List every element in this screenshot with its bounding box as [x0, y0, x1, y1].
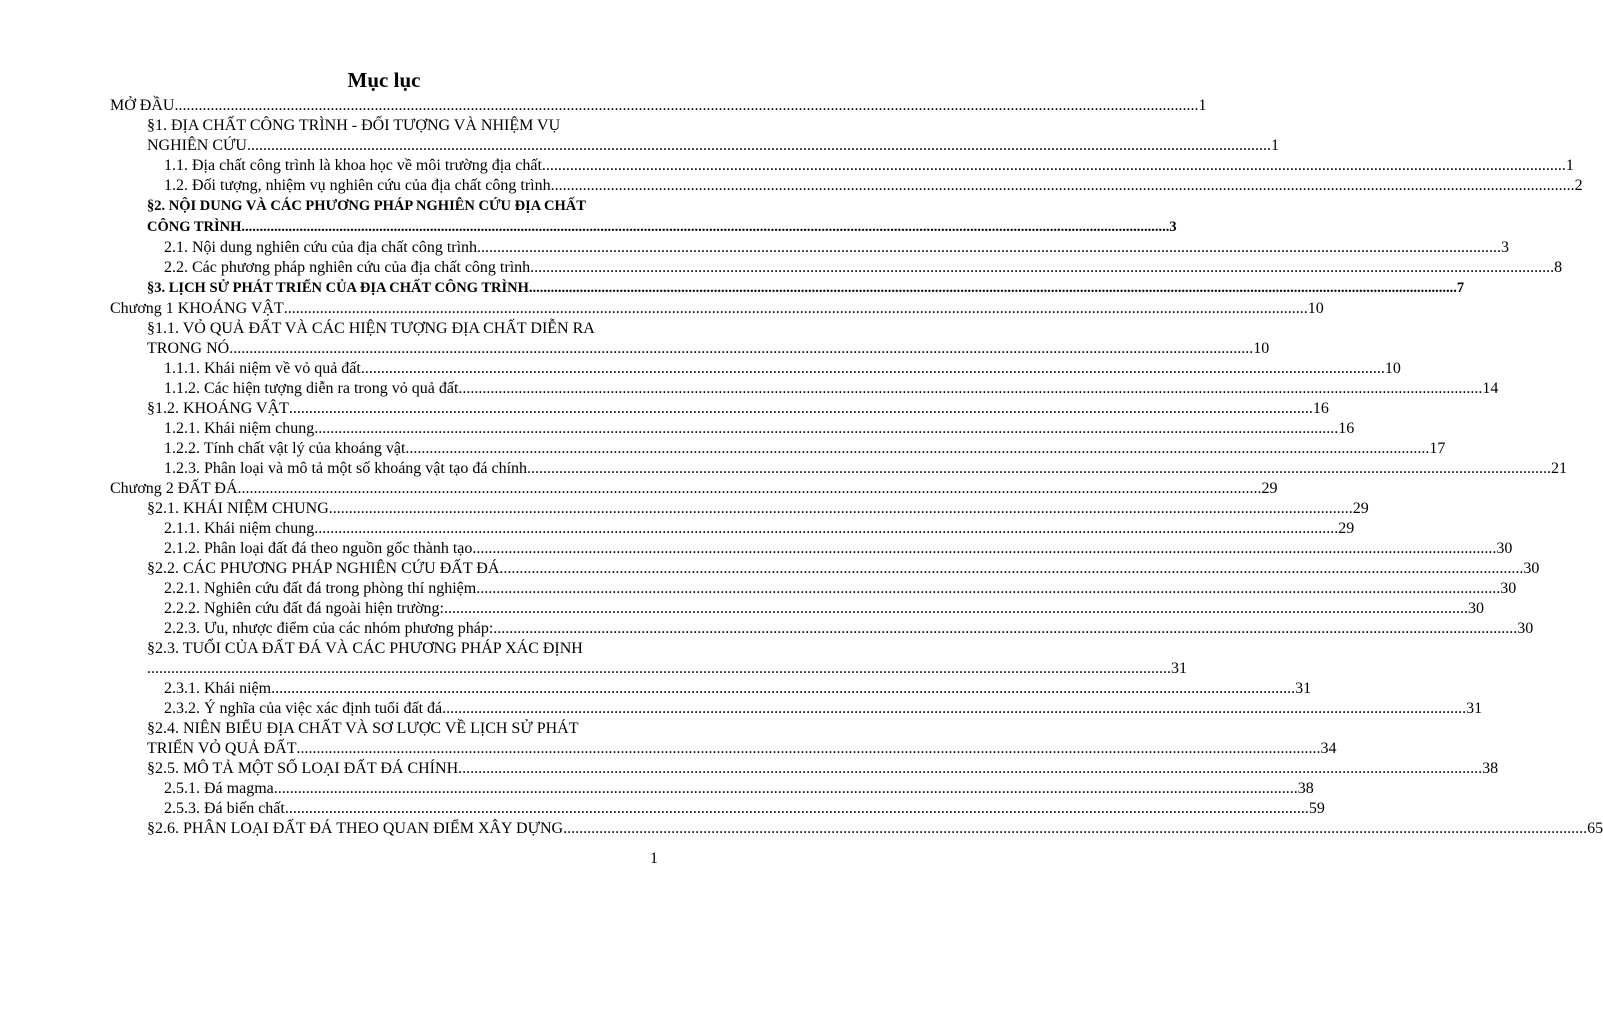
toc-entry-page: 30 [1496, 540, 1513, 557]
toc-entry-title: 1.1.2. Các hiện tượng diễn ra trong vỏ quả đất [164, 380, 459, 397]
toc-entry-title: 1.2. Đối tượng, nhiệm vụ nghiên cứu của địa chất công trình [164, 177, 551, 194]
toc-entry-title: CÔNG TRÌNH [147, 219, 242, 235]
toc-leader-dots [289, 399, 1313, 419]
toc-entry[interactable] [110, 479, 1278, 499]
toc-entry[interactable] [147, 719, 1337, 759]
toc-entry[interactable] [147, 278, 1465, 299]
toc-entry-page: 29 [1338, 520, 1355, 537]
toc-leader-dots [476, 579, 1500, 599]
toc-entry-page: 38 [1482, 760, 1499, 777]
toc-entry-page: 16 [1312, 400, 1329, 417]
toc-leader-dots [241, 217, 1169, 238]
toc-entry[interactable] [164, 799, 1325, 819]
toc-entry-title: 2.2. Các phương pháp nghiên cứu của địa chất công trình [164, 259, 531, 276]
toc-entry[interactable] [164, 379, 1499, 399]
toc-entry[interactable] [147, 319, 1270, 359]
toc-entry-title-first-line: §1. ĐỊA CHẤT CÔNG TRÌNH - ĐỐI TƯỢNG VÀ NHIỆM VỤ [147, 117, 561, 134]
toc-entry-page: 30 [1467, 600, 1484, 617]
toc-entry-title: 2.5.3. Đá biến chất [164, 800, 285, 817]
toc-entry[interactable] [164, 599, 1484, 619]
toc-entry-title: 1.2.3. Phân loại và mô tả một số khoáng vật tạo đá chính [164, 460, 528, 477]
toc-entry-title: MỞ ĐẦU [110, 97, 175, 114]
toc-entry[interactable] [164, 579, 1517, 599]
toc-entry[interactable] [164, 779, 1314, 799]
toc-leader-dots [472, 539, 1496, 559]
toc-entry-page: 16 [1338, 420, 1355, 437]
toc-entry-title: §2.6. PHÂN LOẠI ĐẤT ĐÁ THEO QUAN ĐIỂM XÂY DỰNG [147, 820, 564, 837]
toc-entry-page: 3 [1501, 239, 1510, 256]
toc-entry-page: 65 [1587, 820, 1603, 837]
toc-entry-page: 1 [1198, 97, 1207, 114]
toc-leader-dots [499, 559, 1523, 579]
toc-entry-title: 2.5.1. Đá magma [164, 780, 274, 797]
toc-entry-page: 31 [1295, 680, 1312, 697]
toc-leader-dots [285, 799, 1309, 819]
toc-entry-title-first-line: §2.3. TUỔI CỦA ĐẤT ĐÁ VÀ CÁC PHƯƠNG PHÁP XÁC ĐỊNH [147, 640, 583, 657]
toc-entry[interactable] [164, 619, 1534, 639]
toc-entry[interactable] [147, 559, 1540, 579]
toc-entry[interactable] [147, 819, 1603, 839]
toc-leader-dots [284, 299, 1308, 319]
toc-leader-dots [530, 258, 1554, 278]
toc-leader-dots [442, 699, 1466, 719]
toc-entry-page: 7 [1456, 280, 1465, 296]
toc-entry-title: 2.2.3. Ưu, nhược điểm của các nhóm phương pháp: [164, 620, 494, 637]
toc-leader-dots [477, 238, 1501, 258]
toc-leader-dots [551, 176, 1575, 196]
toc-entry-page: 31 [1171, 660, 1187, 677]
toc-entry-page: 10 [1384, 360, 1401, 377]
toc-entry-page: 30 [1523, 560, 1540, 577]
toc-leader-dots [529, 278, 1457, 299]
toc-entry-page: 1 [1565, 157, 1574, 174]
toc-entry[interactable] [164, 439, 1446, 459]
toc-entry-title: 1.1. Địa chất công trình là khoa học về môi trường địa chất [164, 157, 542, 174]
toc-entry[interactable] [164, 359, 1401, 379]
toc-entry-page: 29 [1261, 480, 1278, 497]
toc-entry-title-first-line: §2.4. NIÊN BIỂU ĐỊA CHẤT VÀ SƠ LƯỢC VỀ LỊCH SỬ PHÁT [147, 720, 579, 737]
toc-entry-title: 2.1.1. Khái niệm chung [164, 520, 315, 537]
toc-entry[interactable] [164, 539, 1513, 559]
toc-entry-page: 8 [1554, 259, 1563, 276]
toc-leader-dots [329, 499, 1353, 519]
toc-entry-title: NGHIÊN CỨU [147, 137, 247, 154]
toc-entry-title: TRIỂN VỎ QUẢ ĐẤT [147, 740, 297, 757]
toc-title: Mục lục [347, 68, 421, 92]
toc-entry-page: 38 [1297, 780, 1314, 797]
toc-leader-dots [405, 439, 1429, 459]
toc-entry-page: 14 [1482, 380, 1499, 397]
toc-leader-dots [274, 779, 1298, 799]
page-number: 1 [650, 850, 658, 867]
toc-leader-dots [174, 96, 1198, 116]
toc-entry-title: 2.2.1. Nghiên cứu đất đá trong phòng thí nghiệm [164, 580, 477, 597]
toc-leader-dots [458, 759, 1482, 779]
toc-entry-title: 2.3.1. Khái niệm [164, 680, 272, 697]
toc-leader-dots [296, 739, 1320, 759]
toc-entry-title: 2.1.2. Phân loại đất đá theo nguồn gốc thành tạo [164, 540, 473, 557]
toc-entry[interactable] [164, 156, 1574, 176]
toc-entry[interactable] [164, 419, 1355, 439]
toc-entry[interactable] [110, 299, 1324, 319]
toc-leader-dots [361, 359, 1385, 379]
toc-entry-page: 30 [1517, 620, 1534, 637]
toc-entry[interactable] [147, 196, 1177, 238]
toc-entry-page: 29 [1352, 500, 1369, 517]
toc-entry[interactable] [164, 238, 1510, 258]
toc-entry-page: 3 [1169, 219, 1177, 235]
toc-leader-dots [147, 659, 1171, 679]
toc-entry-title: 2.3.2. Ý nghĩa của việc xác định tuổi đất đá [164, 700, 443, 717]
toc-entry[interactable] [164, 519, 1355, 539]
toc-entry-title: §2.2. CÁC PHƯƠNG PHÁP NGHIÊN CỨU ĐẤT ĐÁ [147, 560, 500, 577]
toc-leader-dots [314, 419, 1338, 439]
toc-entry[interactable] [147, 639, 1187, 679]
toc-leader-dots [563, 819, 1587, 839]
toc-entry-title: §3. LỊCH SỬ PHÁT TRIỂN CỦA ĐỊA CHẤT CÔNG TRÌNH [147, 280, 529, 296]
toc-entry[interactable] [147, 499, 1369, 519]
toc-leader-dots [444, 599, 1468, 619]
toc-entry[interactable] [110, 96, 1207, 116]
toc-entry-title: 2.2.2. Nghiên cứu đất đá ngoài hiện trường: [164, 600, 444, 617]
toc-leader-dots [527, 459, 1551, 479]
toc-entry-page: 59 [1308, 800, 1325, 817]
toc-entry-page: 2 [1574, 177, 1583, 194]
toc-entry-page: 10 [1307, 300, 1324, 317]
toc-leader-dots [458, 379, 1482, 399]
toc-entry-page: 31 [1466, 700, 1483, 717]
toc-entry-title-first-line: §1.1. VỎ QUẢ ĐẤT VÀ CÁC HIỆN TƯỢNG ĐỊA CHẤT DIỄN RA [147, 320, 595, 337]
toc-entry-page: 21 [1551, 460, 1568, 477]
toc-entry-title-first-line: §2. NỘI DUNG VÀ CÁC PHƯƠNG PHÁP NGHIÊN CỨU ĐỊA CHẤT [147, 198, 586, 214]
toc-entry-title: §2.5. MÔ TẢ MỘT SỐ LOẠI ĐẤT ĐÁ CHÍNH [147, 760, 459, 777]
toc-entry-page: 30 [1500, 580, 1517, 597]
toc-entry-title: 1.1.1. Khái niệm về vỏ quả đất [164, 360, 361, 377]
toc-entry-title: 1.2.1. Khái niệm chung [164, 420, 315, 437]
toc-entry[interactable] [164, 258, 1563, 278]
toc-entry-title: Chương 1 KHOÁNG VẬT [110, 300, 284, 317]
toc-entry-page: 34 [1320, 740, 1337, 757]
toc-entry-title: Chương 2 ĐẤT ĐÁ [110, 480, 238, 497]
toc-entry-title: 2.1. Nội dung nghiên cứu của địa chất công trình [164, 239, 478, 256]
toc-entry-title: TRONG NÓ [147, 340, 230, 357]
toc-entry-title: 1.2.2. Tính chất vật lý của khoáng vật [164, 440, 406, 457]
toc-entry[interactable] [164, 699, 1483, 719]
toc-leader-dots [314, 519, 1338, 539]
toc-entry-page: 17 [1429, 440, 1446, 457]
toc-leader-dots [493, 619, 1517, 639]
table-of-contents [0, 96, 1603, 839]
toc-entry-title: §1.2. KHOÁNG VẬT [147, 400, 289, 417]
toc-entry-page: 1 [1270, 137, 1279, 154]
toc-leader-dots [271, 679, 1295, 699]
toc-entry[interactable] [164, 176, 1583, 196]
toc-leader-dots [229, 339, 1253, 359]
toc-leader-dots [542, 156, 1566, 176]
toc-entry[interactable] [164, 459, 1568, 479]
toc-entry[interactable] [147, 116, 1279, 156]
toc-leader-dots [247, 136, 1271, 156]
toc-entry[interactable] [164, 679, 1312, 699]
toc-entry[interactable] [147, 399, 1329, 419]
toc-entry[interactable] [147, 759, 1499, 779]
toc-entry-page: 10 [1253, 340, 1270, 357]
toc-entry-title: §2.1. KHÁI NIỆM CHUNG [147, 500, 329, 517]
toc-leader-dots [238, 479, 1262, 499]
